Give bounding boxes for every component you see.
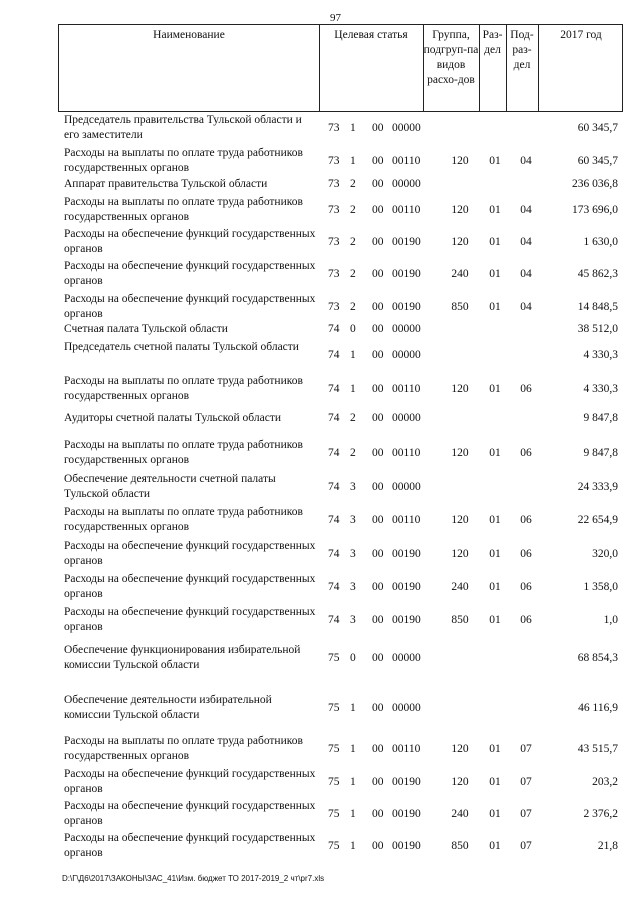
- file-path-footer: D:\Г\Д6\2017\ЗАКОНЫ\ЗАС_41\Изм. бюджет ТО 2017-2019_2 чт\pr7.xls: [62, 874, 325, 883]
- row-name: Обеспечение деятельности избирательной комиссии Тульской области: [64, 694, 272, 721]
- header-group: Группа, подгруп-па видов расхо-дов: [423, 29, 479, 86]
- target-item-part-2: 1: [350, 840, 356, 852]
- section-code: 01: [489, 301, 501, 313]
- target-item-part-1: 75: [328, 702, 340, 714]
- target-item-part-2: 1: [350, 122, 356, 134]
- section-code: 01: [489, 383, 501, 395]
- target-item-part-4: 00000: [392, 412, 421, 424]
- target-item-part-3: 00: [372, 122, 384, 134]
- row-name: Расходы на выплаты по оплате труда работников государственных органов: [64, 439, 303, 466]
- row-name: Расходы на обеспечение функций государственных органов: [64, 293, 316, 320]
- target-item-part-4: 00000: [392, 652, 421, 664]
- amount-2017: 4 330,3: [583, 383, 618, 395]
- row-name: Аппарат правительства Тульской области: [64, 178, 268, 190]
- amount-2017: 9 847,8: [583, 447, 618, 459]
- target-item-part-3: 00: [372, 323, 384, 335]
- target-item-part-3: 00: [372, 383, 384, 395]
- target-item-part-1: 75: [328, 743, 340, 755]
- target-item-part-2: 2: [350, 412, 356, 424]
- target-item-part-4: 00110: [392, 447, 421, 459]
- target-item-part-4: 00190: [392, 776, 421, 788]
- amount-2017: 1,0: [603, 614, 618, 626]
- expense-group: 850: [451, 840, 469, 852]
- row-name: Расходы на выплаты по оплате труда работников государственных органов: [64, 147, 303, 174]
- expense-group: 120: [451, 514, 469, 526]
- target-item-part-2: 2: [350, 447, 356, 459]
- amount-2017: 24 333,9: [577, 481, 618, 493]
- target-item-part-1: 75: [328, 776, 340, 788]
- target-item-part-3: 00: [372, 840, 384, 852]
- target-item-part-3: 00: [372, 178, 384, 190]
- expense-group: 240: [451, 268, 469, 280]
- section-code: 01: [489, 447, 501, 459]
- header-section: Раз-дел: [482, 29, 503, 56]
- expense-group: 850: [451, 301, 469, 313]
- subsection-code: 07: [520, 776, 532, 788]
- amount-2017: 236 036,8: [572, 178, 618, 190]
- section-code: 01: [489, 236, 501, 248]
- section-code: 01: [489, 840, 501, 852]
- amount-2017: 320,0: [592, 548, 618, 560]
- target-item-part-4: 00190: [392, 614, 421, 626]
- row-name: Аудиторы счетной палаты Тульской области: [64, 412, 282, 424]
- amount-2017: 203,2: [592, 776, 618, 788]
- expense-group: 240: [451, 581, 469, 593]
- subsection-code: 04: [520, 155, 532, 167]
- target-item-part-1: 74: [328, 481, 340, 493]
- target-item-part-2: 3: [350, 548, 356, 560]
- row-name: Расходы на обеспечение функций государственных органов: [64, 540, 316, 567]
- amount-2017: 21,8: [597, 840, 618, 852]
- target-item-part-4: 00190: [392, 236, 421, 248]
- target-item-part-4: 00110: [392, 204, 421, 216]
- target-item-part-2: 1: [350, 349, 356, 361]
- expense-group: 120: [451, 447, 469, 459]
- target-item-part-1: 73: [328, 301, 340, 313]
- subsection-code: 06: [520, 581, 532, 593]
- target-item-part-2: 2: [350, 268, 356, 280]
- expense-group: 120: [451, 743, 469, 755]
- row-name: Расходы на обеспечение функций государственных органов: [64, 228, 316, 255]
- target-item-part-1: 75: [328, 652, 340, 664]
- amount-2017: 1 630,0: [583, 236, 618, 248]
- target-item-part-4: 00190: [392, 548, 421, 560]
- section-code: 01: [489, 514, 501, 526]
- expense-group: 120: [451, 204, 469, 216]
- target-item-part-3: 00: [372, 204, 384, 216]
- target-item-part-2: 1: [350, 808, 356, 820]
- target-item-part-4: 00110: [392, 743, 421, 755]
- expense-group: 850: [451, 614, 469, 626]
- target-item-part-1: 74: [328, 581, 340, 593]
- amount-2017: 38 512,0: [577, 323, 618, 335]
- expense-group: 120: [451, 155, 469, 167]
- target-item-part-2: 3: [350, 614, 356, 626]
- target-item-part-1: 74: [328, 383, 340, 395]
- section-code: 01: [489, 268, 501, 280]
- target-item-part-4: 00190: [392, 581, 421, 593]
- page-number: 97: [330, 12, 341, 24]
- target-item-part-4: 00110: [392, 155, 421, 167]
- row-name: Расходы на обеспечение функций государственных органов: [64, 832, 316, 859]
- section-code: 01: [489, 155, 501, 167]
- subsection-code: 04: [520, 204, 532, 216]
- subsection-code: 07: [520, 840, 532, 852]
- row-name: Расходы на выплаты по оплате труда работников государственных органов: [64, 735, 303, 762]
- subsection-code: 06: [520, 447, 532, 459]
- amount-2017: 14 848,5: [577, 301, 618, 313]
- target-item-part-1: 74: [328, 514, 340, 526]
- subsection-code: 04: [520, 301, 532, 313]
- target-item-part-2: 1: [350, 155, 356, 167]
- amount-2017: 1 358,0: [583, 581, 618, 593]
- target-item-part-1: 74: [328, 349, 340, 361]
- header-target-item: Целевая статья: [334, 29, 408, 41]
- expense-group: 120: [451, 236, 469, 248]
- target-item-part-1: 75: [328, 840, 340, 852]
- row-name: Счетная палата Тульской области: [64, 323, 228, 335]
- row-name: Председатель счетной палаты Тульской области: [64, 341, 299, 353]
- target-item-part-3: 00: [372, 581, 384, 593]
- target-item-part-4: 00000: [392, 122, 421, 134]
- target-item-part-1: 73: [328, 122, 340, 134]
- target-item-part-4: 00190: [392, 840, 421, 852]
- row-name: Расходы на обеспечение функций государственных органов: [64, 260, 316, 287]
- target-item-part-1: 73: [328, 268, 340, 280]
- target-item-part-4: 00000: [392, 481, 421, 493]
- target-item-part-3: 00: [372, 301, 384, 313]
- row-name: Расходы на обеспечение функций государственных органов: [64, 606, 316, 633]
- amount-2017: 4 330,3: [583, 349, 618, 361]
- amount-2017: 46 116,9: [578, 702, 618, 714]
- expense-group: 240: [451, 808, 469, 820]
- row-name: Расходы на выплаты по оплате труда работников государственных органов: [64, 196, 303, 223]
- row-name: Расходы на обеспечение функций государственных органов: [64, 573, 316, 600]
- target-item-part-2: 2: [350, 178, 356, 190]
- row-name: Обеспечение функционирования избирательной комиссии Тульской области: [64, 644, 301, 671]
- target-item-part-1: 74: [328, 412, 340, 424]
- target-item-part-4: 00110: [392, 514, 421, 526]
- subsection-code: 06: [520, 383, 532, 395]
- target-item-part-2: 1: [350, 702, 356, 714]
- target-item-part-2: 1: [350, 743, 356, 755]
- amount-2017: 45 862,3: [577, 268, 618, 280]
- target-item-part-3: 00: [372, 702, 384, 714]
- header-subsection: Под-раз-дел: [510, 29, 534, 71]
- target-item-part-4: 00190: [392, 808, 421, 820]
- target-item-part-4: 00190: [392, 268, 421, 280]
- target-item-part-3: 00: [372, 808, 384, 820]
- table-header: [58, 24, 623, 112]
- subsection-code: 07: [520, 743, 532, 755]
- amount-2017: 60 345,7: [577, 122, 618, 134]
- header-year: 2017 год: [560, 29, 602, 41]
- target-item-part-3: 00: [372, 614, 384, 626]
- target-item-part-4: 00000: [392, 323, 421, 335]
- target-item-part-3: 00: [372, 412, 384, 424]
- target-item-part-4: 00000: [392, 702, 421, 714]
- amount-2017: 9 847,8: [583, 412, 618, 424]
- expense-group: 120: [451, 548, 469, 560]
- target-item-part-4: 00190: [392, 301, 421, 313]
- row-name: Обеспечение деятельности счетной палаты Тульской области: [64, 473, 276, 500]
- header-name: Наименование: [153, 29, 225, 41]
- target-item-part-3: 00: [372, 349, 384, 361]
- section-code: 01: [489, 808, 501, 820]
- target-item-part-2: 1: [350, 776, 356, 788]
- target-item-part-2: 3: [350, 581, 356, 593]
- target-item-part-1: 73: [328, 204, 340, 216]
- subsection-code: 06: [520, 514, 532, 526]
- amount-2017: 60 345,7: [577, 155, 618, 167]
- section-code: 01: [489, 204, 501, 216]
- target-item-part-2: 1: [350, 383, 356, 395]
- row-name: Расходы на выплаты по оплате труда работников государственных органов: [64, 506, 303, 533]
- target-item-part-1: 73: [328, 155, 340, 167]
- target-item-part-3: 00: [372, 776, 384, 788]
- section-code: 01: [489, 581, 501, 593]
- row-name: Расходы на выплаты по оплате труда работников государственных органов: [64, 375, 303, 402]
- subsection-code: 04: [520, 236, 532, 248]
- target-item-part-3: 00: [372, 236, 384, 248]
- target-item-part-2: 2: [350, 301, 356, 313]
- subsection-code: 04: [520, 268, 532, 280]
- subsection-code: 06: [520, 548, 532, 560]
- target-item-part-1: 74: [328, 447, 340, 459]
- target-item-part-3: 00: [372, 652, 384, 664]
- subsection-code: 07: [520, 808, 532, 820]
- target-item-part-3: 00: [372, 481, 384, 493]
- target-item-part-1: 74: [328, 614, 340, 626]
- row-name: Председатель правительства Тульской области и его заместители: [64, 114, 302, 141]
- expense-group: 120: [451, 383, 469, 395]
- amount-2017: 173 696,0: [572, 204, 618, 216]
- row-name: Расходы на обеспечение функций государственных органов: [64, 800, 316, 827]
- target-item-part-2: 0: [350, 323, 356, 335]
- target-item-part-3: 00: [372, 447, 384, 459]
- amount-2017: 43 515,7: [577, 743, 618, 755]
- row-name: Расходы на обеспечение функций государственных органов: [64, 768, 316, 795]
- target-item-part-2: 3: [350, 481, 356, 493]
- section-code: 01: [489, 776, 501, 788]
- section-code: 01: [489, 548, 501, 560]
- expense-group: 120: [451, 776, 469, 788]
- target-item-part-3: 00: [372, 514, 384, 526]
- target-item-part-3: 00: [372, 268, 384, 280]
- target-item-part-1: 75: [328, 808, 340, 820]
- amount-2017: 2 376,2: [583, 808, 618, 820]
- target-item-part-2: 3: [350, 514, 356, 526]
- amount-2017: 68 854,3: [577, 652, 618, 664]
- target-item-part-4: 00000: [392, 349, 421, 361]
- target-item-part-1: 73: [328, 178, 340, 190]
- section-code: 01: [489, 743, 501, 755]
- target-item-part-3: 00: [372, 743, 384, 755]
- target-item-part-2: 2: [350, 236, 356, 248]
- amount-2017: 22 654,9: [577, 514, 618, 526]
- target-item-part-1: 74: [328, 323, 340, 335]
- target-item-part-3: 00: [372, 155, 384, 167]
- subsection-code: 06: [520, 614, 532, 626]
- target-item-part-1: 73: [328, 236, 340, 248]
- section-code: 01: [489, 614, 501, 626]
- target-item-part-1: 74: [328, 548, 340, 560]
- target-item-part-3: 00: [372, 548, 384, 560]
- target-item-part-2: 0: [350, 652, 356, 664]
- target-item-part-4: 00110: [392, 383, 421, 395]
- target-item-part-4: 00000: [392, 178, 421, 190]
- target-item-part-2: 2: [350, 204, 356, 216]
